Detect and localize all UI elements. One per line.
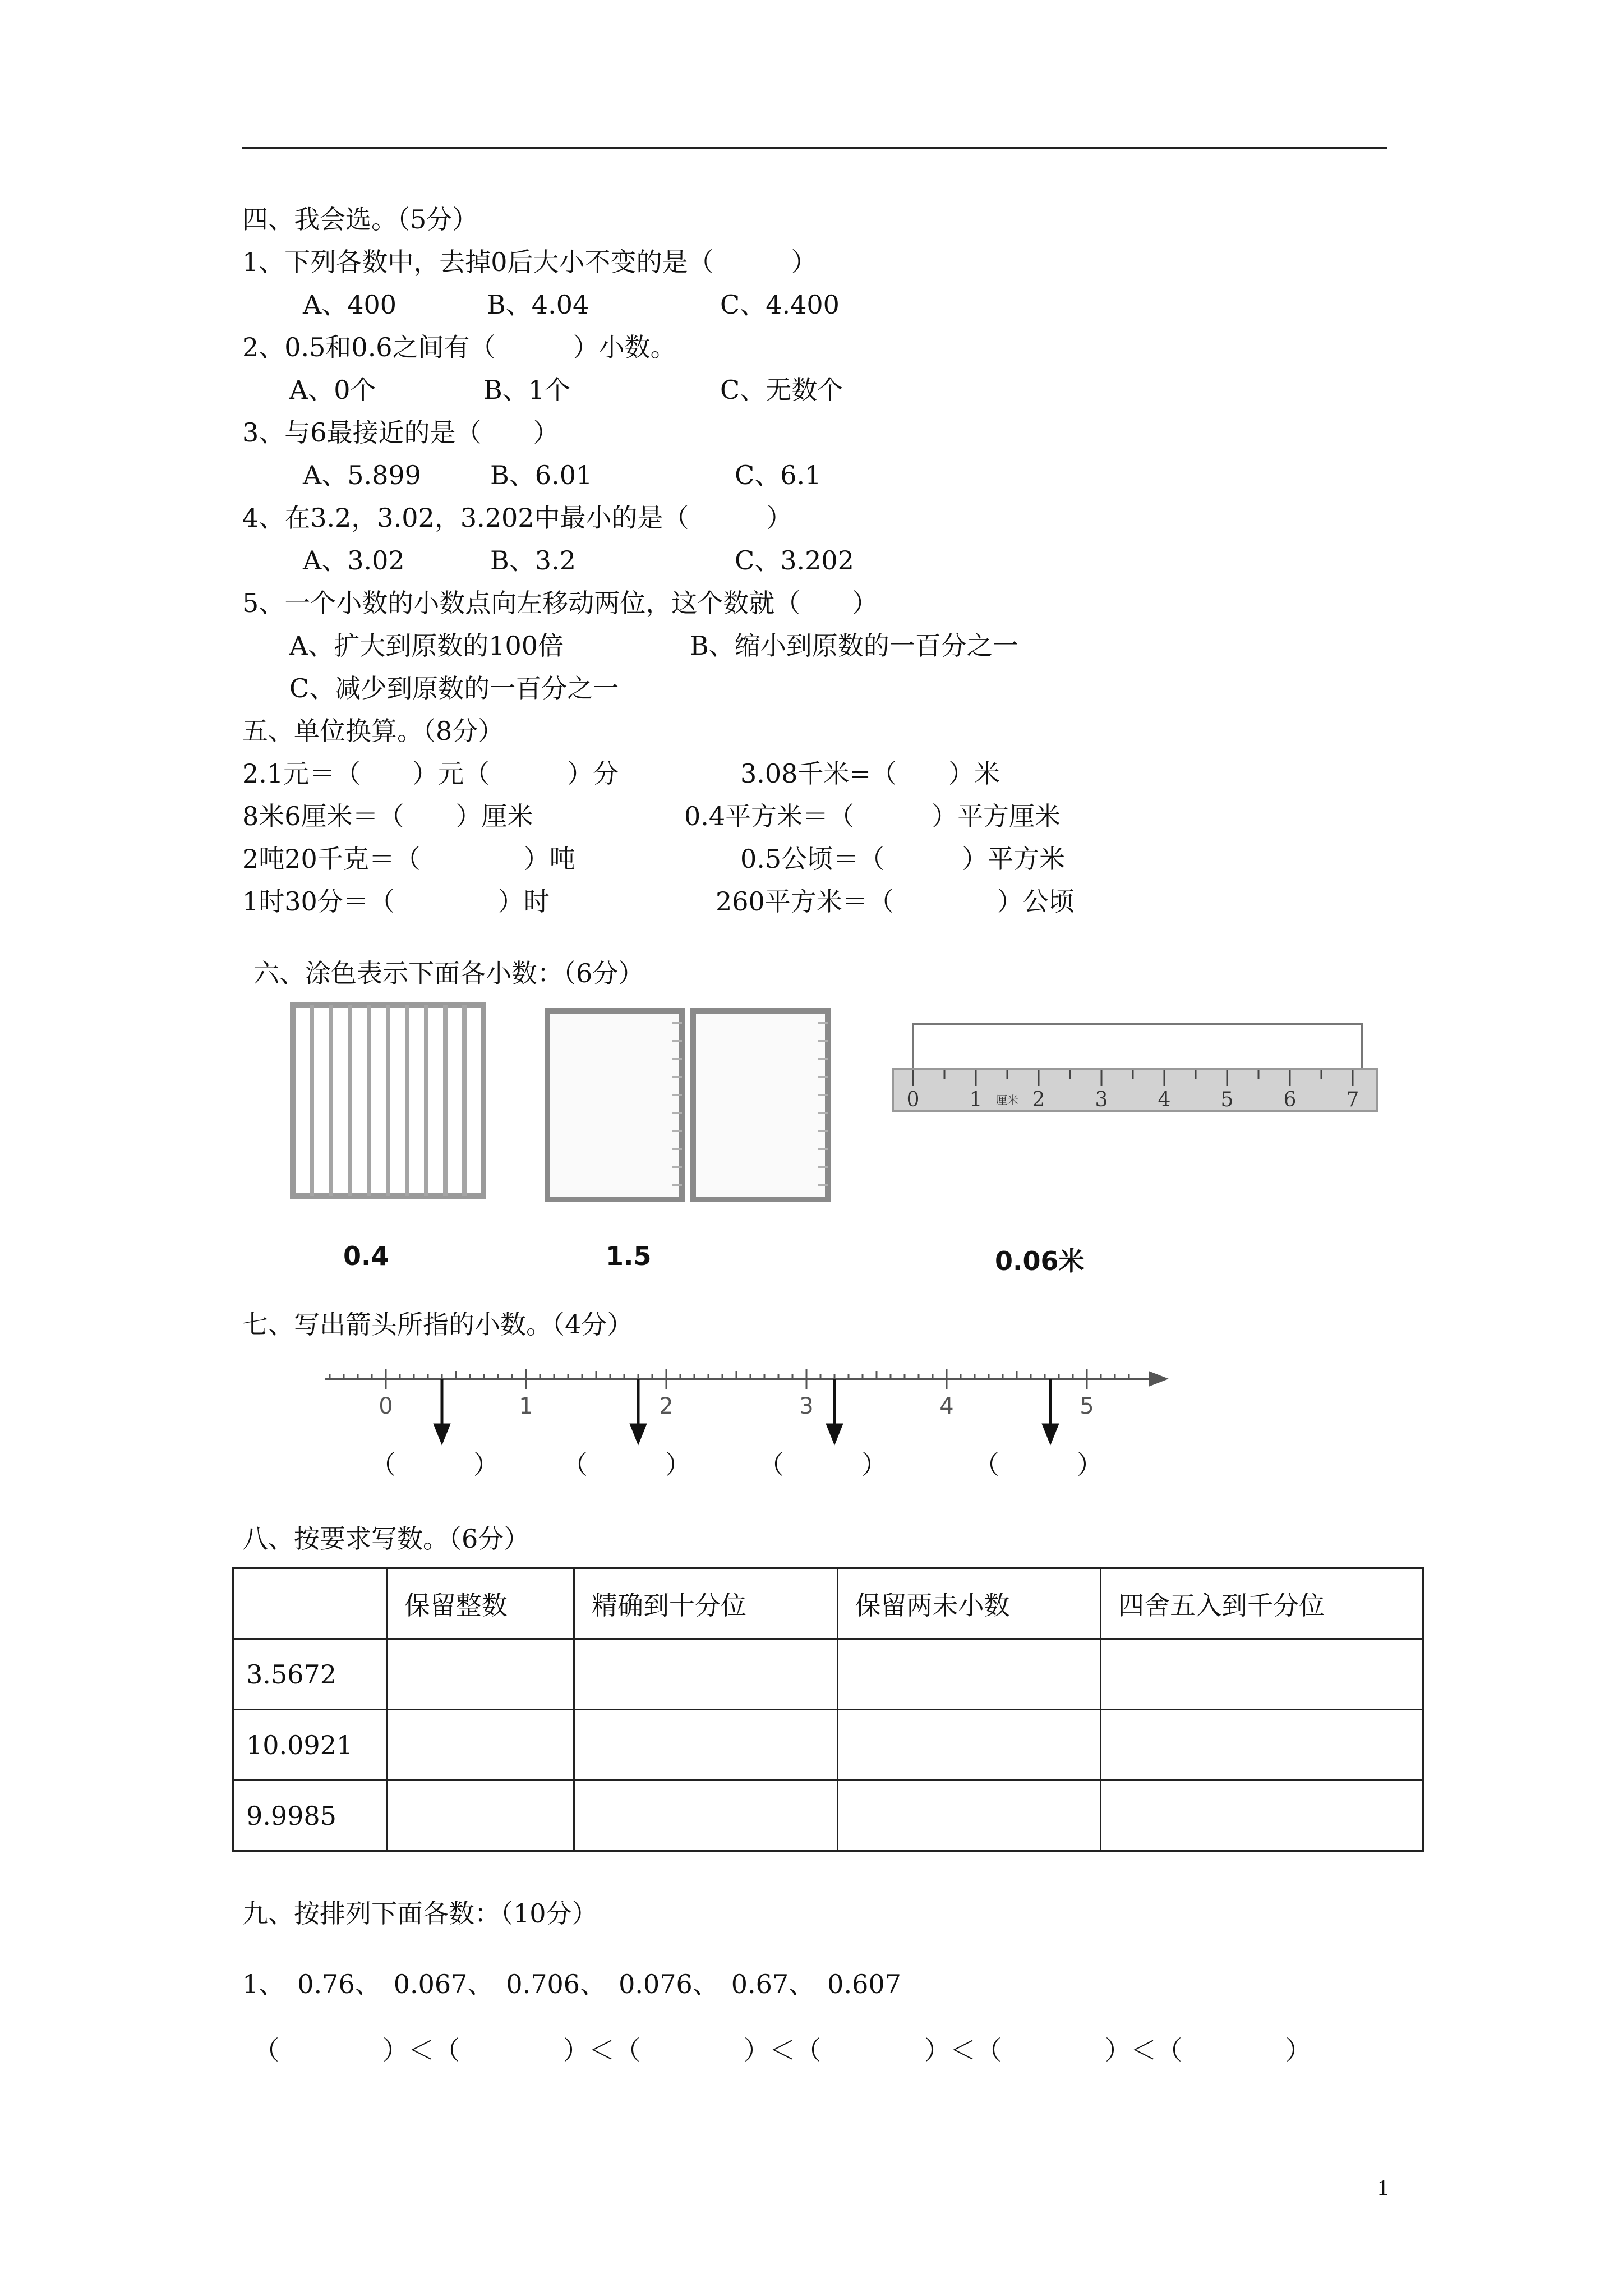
conversion-2b: 0.4平方米＝（ ）平方厘米 <box>684 801 1061 831</box>
q5-option-a: A、扩大到原数的100倍 <box>289 631 564 661</box>
q5-option-b: B、缩小到原数的一百分之一 <box>690 631 1018 661</box>
number-line-label-0: 0 <box>379 1393 393 1419</box>
arrow-1 <box>435 1379 449 1442</box>
square-right <box>693 1011 828 1199</box>
q4-option-a: A、3.02 <box>303 545 405 576</box>
q3-option-a: A、5.899 <box>303 460 421 490</box>
sec4-title: 四、我会选。（5分） <box>242 204 478 234</box>
answer-blank-2[interactable]: （ ） <box>562 1450 691 1480</box>
answer-blank-1[interactable]: （ ） <box>370 1450 499 1480</box>
ruler-label-2: 2 <box>1032 1088 1045 1111</box>
table-header-cell <box>233 1568 387 1639</box>
ruler-label-0: 0 <box>906 1088 920 1111</box>
q2-option-c: C、无数个 <box>720 375 843 405</box>
ruler-label-3: 3 <box>1095 1088 1108 1111</box>
q3-text: 3、与6最接近的是（ ） <box>242 417 559 448</box>
strip-grid-dividers <box>312 1005 464 1196</box>
two-squares-figure <box>540 1001 842 1208</box>
answer-cell[interactable] <box>386 1710 574 1780</box>
answer-cell[interactable] <box>1101 1780 1423 1851</box>
ruler-strip-outline <box>913 1024 1362 1071</box>
table-header-cell: 保留两未小数 <box>837 1568 1101 1639</box>
table-row-number: 10.0921 <box>233 1710 387 1780</box>
sec6-title: 六、涂色表示下面各小数：（6分） <box>253 958 644 988</box>
conversion-3a: 2吨20千克＝（ ）吨 <box>242 844 575 874</box>
table-row <box>233 1780 1423 1851</box>
answer-blank-3[interactable]: （ ） <box>758 1450 887 1480</box>
ruler-label-1: 1 <box>969 1088 983 1111</box>
answer-blank-4[interactable]: （ ） <box>974 1450 1103 1480</box>
q1-option-c: C、4.400 <box>720 289 840 320</box>
answer-cell[interactable] <box>837 1639 1101 1710</box>
q1-option-a: A、400 <box>303 289 397 320</box>
shade-label-3: 0.06米 <box>995 1246 1085 1276</box>
conversion-1a: 2.1元＝（ ）元（ ）分 <box>242 758 619 789</box>
answer-cell[interactable] <box>837 1710 1101 1780</box>
conversion-3b: 0.5公顷＝（ ）平方米 <box>740 844 1066 874</box>
number-line-figure <box>314 1358 1172 1458</box>
answer-cell[interactable] <box>574 1710 837 1780</box>
arrow-4 <box>1044 1379 1057 1442</box>
table-row-number: 9.9985 <box>233 1780 387 1851</box>
ruler-figure <box>891 1022 1382 1123</box>
sort-numbers-line: 1、 0.76、 0.067、 0.706、 0.076、 0.67、 0.607 <box>242 1969 901 1999</box>
arrow-2 <box>631 1379 645 1442</box>
q4-text: 4、在3.2，3.02，3.202中最小的是（ ） <box>242 503 792 533</box>
q4-option-c: C、3.202 <box>735 545 854 576</box>
sec9-title: 九、按排列下面各数：（10分） <box>242 1898 598 1929</box>
ruler-body <box>893 1069 1377 1111</box>
shade-label-2: 1.5 <box>606 1241 652 1271</box>
table-header-cell: 四舍五入到千分位 <box>1101 1568 1423 1639</box>
answer-cell[interactable] <box>574 1639 837 1710</box>
conversion-2a: 8米6厘米＝（ ）厘米 <box>242 801 533 831</box>
answer-cell[interactable] <box>837 1780 1101 1851</box>
q2-text: 2、0.5和0.6之间有（ ）小数。 <box>242 332 676 362</box>
table-row-number: 3.5672 <box>233 1639 387 1710</box>
sec5-title: 五、单位换算。（8分） <box>242 716 504 746</box>
table-header-row <box>233 1568 1423 1639</box>
q3-option-c: C、6.1 <box>735 460 822 490</box>
q1-text: 1、下列各数中，去掉0后大小不变的是（ ） <box>242 247 817 277</box>
q2-option-b: B、1个 <box>483 375 571 405</box>
arrow-3 <box>828 1379 841 1442</box>
rounding-table <box>232 1567 1424 1852</box>
table-row <box>233 1639 1423 1710</box>
ruler-unit-label: 厘米 <box>996 1093 1018 1107</box>
sec7-title: 七、写出箭头所指的小数。（4分） <box>242 1309 633 1340</box>
answer-cell[interactable] <box>1101 1710 1423 1780</box>
table-header-cell: 保留整数 <box>386 1568 574 1639</box>
number-line-arrowhead <box>1149 1371 1169 1387</box>
ruler-label-4: 4 <box>1158 1088 1171 1111</box>
ruler-label-5: 5 <box>1220 1088 1234 1111</box>
q3-option-b: B、6.01 <box>490 460 593 490</box>
number-line-label-2: 2 <box>659 1393 674 1419</box>
q5-option-c: C、减少到原数的一百分之一 <box>289 673 619 703</box>
number-line-label-3: 3 <box>799 1393 814 1419</box>
answer-cell[interactable] <box>386 1639 574 1710</box>
q4-option-b: B、3.2 <box>490 545 576 576</box>
answer-cell[interactable] <box>1101 1639 1423 1710</box>
square-left <box>547 1011 682 1199</box>
number-line-label-4: 4 <box>939 1393 954 1419</box>
strip-grid-figure <box>288 1001 490 1203</box>
shade-label-1: 0.4 <box>343 1241 389 1271</box>
q1-option-b: B、4.04 <box>487 289 589 320</box>
table-row <box>233 1710 1423 1780</box>
number-line-label-1: 1 <box>519 1393 533 1419</box>
sec8-title: 八、按要求写数。（6分） <box>242 1524 530 1554</box>
number-line-label-5: 5 <box>1080 1393 1094 1419</box>
conversion-4b: 260平方米＝（ ）公顷 <box>716 886 1075 917</box>
conversion-4a: 1时30分＝（ ）时 <box>242 886 550 917</box>
answer-cell[interactable] <box>574 1780 837 1851</box>
header-rule <box>242 147 1387 149</box>
conversion-1b: 3.08千米=（ ）米 <box>740 758 1000 789</box>
q2-option-a: A、0个 <box>289 375 376 405</box>
sort-answer-line[interactable]: （ ）＜（ ）＜（ ）＜（ ）＜（ ）＜（ ） <box>253 2035 1311 2065</box>
table-header-cell: 精确到十分位 <box>574 1568 837 1639</box>
answer-cell[interactable] <box>386 1780 574 1851</box>
q5-text: 5、一个小数的小数点向左移动两位，这个数就（ ） <box>242 588 878 618</box>
page-number: 1 <box>1377 2175 1389 2200</box>
ruler-label-6: 6 <box>1283 1088 1297 1111</box>
ruler-label-7: 7 <box>1346 1088 1359 1111</box>
